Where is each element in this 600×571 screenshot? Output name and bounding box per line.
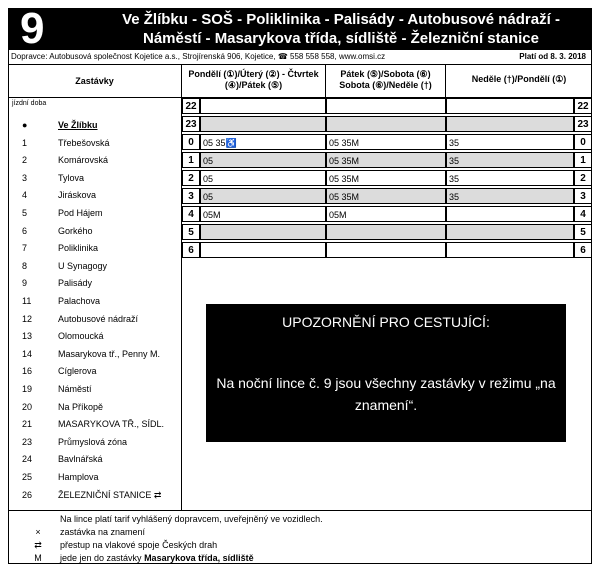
sunday-departures: 35 xyxy=(446,152,574,168)
stop-row xyxy=(8,468,182,486)
stop-name: Poliklinika xyxy=(58,243,99,254)
weekend-departures: 05M xyxy=(326,206,446,222)
stop-row xyxy=(8,134,182,152)
stop-name: Tylova xyxy=(58,172,85,183)
col3-header: Neděle (†)/Pondělí (①) xyxy=(446,65,592,98)
weekday-departures xyxy=(200,116,326,132)
stop-travel-time: 9 xyxy=(22,278,28,289)
weekend-departures: 05 35M xyxy=(326,188,446,204)
stop-name: Průmyslová zóna xyxy=(58,436,128,447)
stop-travel-time: 19 xyxy=(22,384,33,394)
stop-travel-time: 6 xyxy=(22,225,28,236)
stop-row xyxy=(8,204,182,222)
hour-cell-right: 0 xyxy=(574,134,592,150)
timetable-row xyxy=(182,98,592,114)
stop-travel-time: 26 xyxy=(22,489,33,500)
stop-travel-time: 8 xyxy=(22,260,28,271)
stop-name: Na Příkopě xyxy=(58,401,104,412)
stops-list xyxy=(8,98,182,510)
notice-title: UPOZORNĚNÍ PRO CESTUJÍCÍ: xyxy=(282,314,490,330)
weekend-departures: 05 35M xyxy=(326,152,446,168)
stop-row xyxy=(8,292,182,310)
request-stop-icon: × xyxy=(35,527,41,537)
stop-travel-time: 21 xyxy=(22,419,33,430)
timetable-row xyxy=(182,224,592,240)
hour-cell-left: 5 xyxy=(182,224,200,240)
stop-name: MASARYKOVA TŘ., SÍDL. xyxy=(58,419,165,430)
stop-name: Náměstí xyxy=(58,384,92,394)
hour-cell-right: 2 xyxy=(574,170,592,186)
train-transfer-text: přestup na vlakové spoje Českých drah xyxy=(60,540,218,550)
stop-row xyxy=(8,362,182,380)
hour-cell-right: 4 xyxy=(574,206,592,222)
weekday-departures: 05 35♿ xyxy=(200,134,326,150)
weekend-departures xyxy=(326,116,446,132)
weekend-departures: 05 35M xyxy=(326,134,446,150)
weekend-departures xyxy=(326,98,446,114)
sunday-departures xyxy=(446,98,574,114)
hour-cell-left: 0 xyxy=(182,134,200,150)
weekday-departures xyxy=(200,224,326,240)
stop-travel-time: 23 xyxy=(22,436,33,447)
timetable-row xyxy=(182,116,592,132)
weekend-departures xyxy=(326,242,446,258)
timetable-row xyxy=(182,134,592,150)
legend-train xyxy=(8,539,592,552)
m-text-bold: Masarykova třída, sídliště xyxy=(144,553,254,563)
travel-time-label: jízdní doba xyxy=(12,100,47,107)
stop-travel-time: 3 xyxy=(22,172,28,183)
stop-name: Komárovská xyxy=(58,155,109,166)
weekend-departures: 05 35M xyxy=(326,170,446,186)
stop-travel-time: 20 xyxy=(22,401,33,412)
stop-row xyxy=(8,116,182,134)
hour-cell-left: 4 xyxy=(182,206,200,222)
stop-row xyxy=(8,257,182,275)
stop-row xyxy=(8,151,182,169)
hour-cell-left: 1 xyxy=(182,152,200,168)
stop-travel-time: 7 xyxy=(22,243,28,254)
timetable-header xyxy=(8,4,592,53)
stop-row xyxy=(8,239,182,257)
stop-travel-time: ● xyxy=(22,120,28,130)
sunday-departures xyxy=(446,116,574,132)
stop-name: Gorkého xyxy=(58,225,93,236)
hour-cell-right: 1 xyxy=(574,152,592,168)
sunday-departures: 35 xyxy=(446,188,574,204)
stop-travel-time: 11 xyxy=(22,296,32,306)
sunday-departures: 35 xyxy=(446,134,574,150)
timetable-row xyxy=(182,152,592,168)
notice-body: Na noční lince č. 9 jsou všechny zastávky v režimu „na znamení“. xyxy=(216,375,556,413)
timetable-row xyxy=(182,206,592,222)
hour-cell-right: 22 xyxy=(574,98,592,114)
stops-header: Zastávky xyxy=(8,65,182,98)
stop-travel-time: 1 xyxy=(22,137,28,148)
stop-name: Olomoucká xyxy=(58,331,104,342)
m-symbol: M xyxy=(34,553,42,563)
hour-cell-right: 6 xyxy=(574,242,592,258)
stop-travel-time: 4 xyxy=(22,190,28,201)
stop-row xyxy=(8,169,182,187)
weekday-departures xyxy=(200,242,326,258)
hour-cell-left: 22 xyxy=(182,98,200,114)
stop-travel-time: 12 xyxy=(22,313,33,324)
stop-name: Hamplova xyxy=(58,472,99,482)
hour-cell-left: 23 xyxy=(182,116,200,132)
stop-row xyxy=(8,222,182,240)
stop-row xyxy=(8,433,182,451)
hour-cell-right: 3 xyxy=(574,188,592,204)
stop-travel-time: 13 xyxy=(22,331,33,342)
stop-travel-time: 24 xyxy=(22,454,33,465)
stop-row xyxy=(8,345,182,363)
stop-travel-time: 25 xyxy=(22,472,33,482)
train-transfer-icon: ⇄ xyxy=(34,540,42,550)
operator-text: Dopravce: Autobusová společnost Kojetice a.s., Strojírenská 906, Kojetice, ☎ 558 558 558, www.omsi.cz xyxy=(11,52,386,61)
operator-info-bar xyxy=(8,50,592,65)
stop-row xyxy=(8,186,182,204)
hour-cell-right: 5 xyxy=(574,224,592,240)
route-title xyxy=(98,10,584,48)
hour-cell-left: 2 xyxy=(182,170,200,186)
weekday-departures: 05 xyxy=(200,188,326,204)
stop-name: Palachova xyxy=(58,296,101,306)
sunday-departures xyxy=(446,224,574,240)
request-stop-text: zastávka na znamení xyxy=(60,527,146,537)
stop-name: Třebešovská xyxy=(58,137,110,148)
legend-tariff xyxy=(8,513,592,526)
stop-name: Pod Hájem xyxy=(58,208,103,218)
stop-name: Autobusové nádraží xyxy=(58,313,139,324)
valid-from: Platí od 8. 3. 2018 xyxy=(519,52,586,61)
stop-travel-time: 14 xyxy=(22,348,33,359)
m-text-pre: jede jen do zastávky xyxy=(60,553,145,563)
footer-legend xyxy=(8,510,592,564)
sunday-departures: 35 xyxy=(446,170,574,186)
stop-row xyxy=(8,274,182,292)
hour-cell-left: 3 xyxy=(182,188,200,204)
sunday-departures xyxy=(446,242,574,258)
weekend-departures xyxy=(326,224,446,240)
line-number: 9 xyxy=(20,4,45,53)
stop-name: Bavlnářská xyxy=(58,454,103,465)
stop-travel-time: 16 xyxy=(22,366,33,377)
stop-row xyxy=(8,486,182,504)
stop-row xyxy=(8,380,182,398)
route-line-1: Ve Žlíbku - SOŠ - Poliklinika - Palisády - Autobusové nádraží - xyxy=(122,11,560,28)
weekday-departures: 05M xyxy=(200,206,326,222)
col1-header: Pondělí (①)/Úterý (②) - Čtvrtek (④)/Pátek (⑤) xyxy=(182,65,326,98)
hour-cell-right: 23 xyxy=(574,116,592,132)
timetable-row xyxy=(182,170,592,186)
hour-cell-left: 6 xyxy=(182,242,200,258)
stop-name: Palisády xyxy=(58,278,93,289)
stop-name: Masarykova tř., Penny M. xyxy=(58,348,161,359)
stop-name: Cíglerova xyxy=(58,366,97,377)
col2-header: Pátek (⑤)/Sobota (⑥) Sobota (⑥)/Neděle (†) xyxy=(326,65,446,98)
legend-request-stop xyxy=(8,526,592,539)
stop-row xyxy=(8,310,182,328)
passenger-notice xyxy=(206,304,566,442)
stop-travel-time: 2 xyxy=(22,155,28,166)
stop-travel-time: 5 xyxy=(22,208,28,218)
weekday-departures xyxy=(200,98,326,114)
route-line-2: Náměstí - Masarykova třída, sídliště - Železniční stanice xyxy=(143,30,539,47)
stop-row xyxy=(8,327,182,345)
sunday-departures xyxy=(446,206,574,222)
stop-row xyxy=(8,450,182,468)
stop-name: ŽELEZNIČNÍ STANICE ⇄ xyxy=(58,489,162,500)
weekday-departures: 05 xyxy=(200,170,326,186)
stop-name: Jiráskova xyxy=(58,190,97,201)
stop-name: Ve Žlíbku xyxy=(58,120,98,130)
timetable-row xyxy=(182,242,592,258)
stop-row xyxy=(8,415,182,433)
m-text xyxy=(60,552,254,565)
weekday-departures: 05 xyxy=(200,152,326,168)
stop-name: U Synagogy xyxy=(58,260,108,271)
stop-row xyxy=(8,398,182,416)
tariff-text: Na lince platí tarif vyhlášený dopravcem, uveřejněný ve vozidlech. xyxy=(60,514,323,524)
timetable-row xyxy=(182,188,592,204)
legend-m xyxy=(8,552,592,565)
